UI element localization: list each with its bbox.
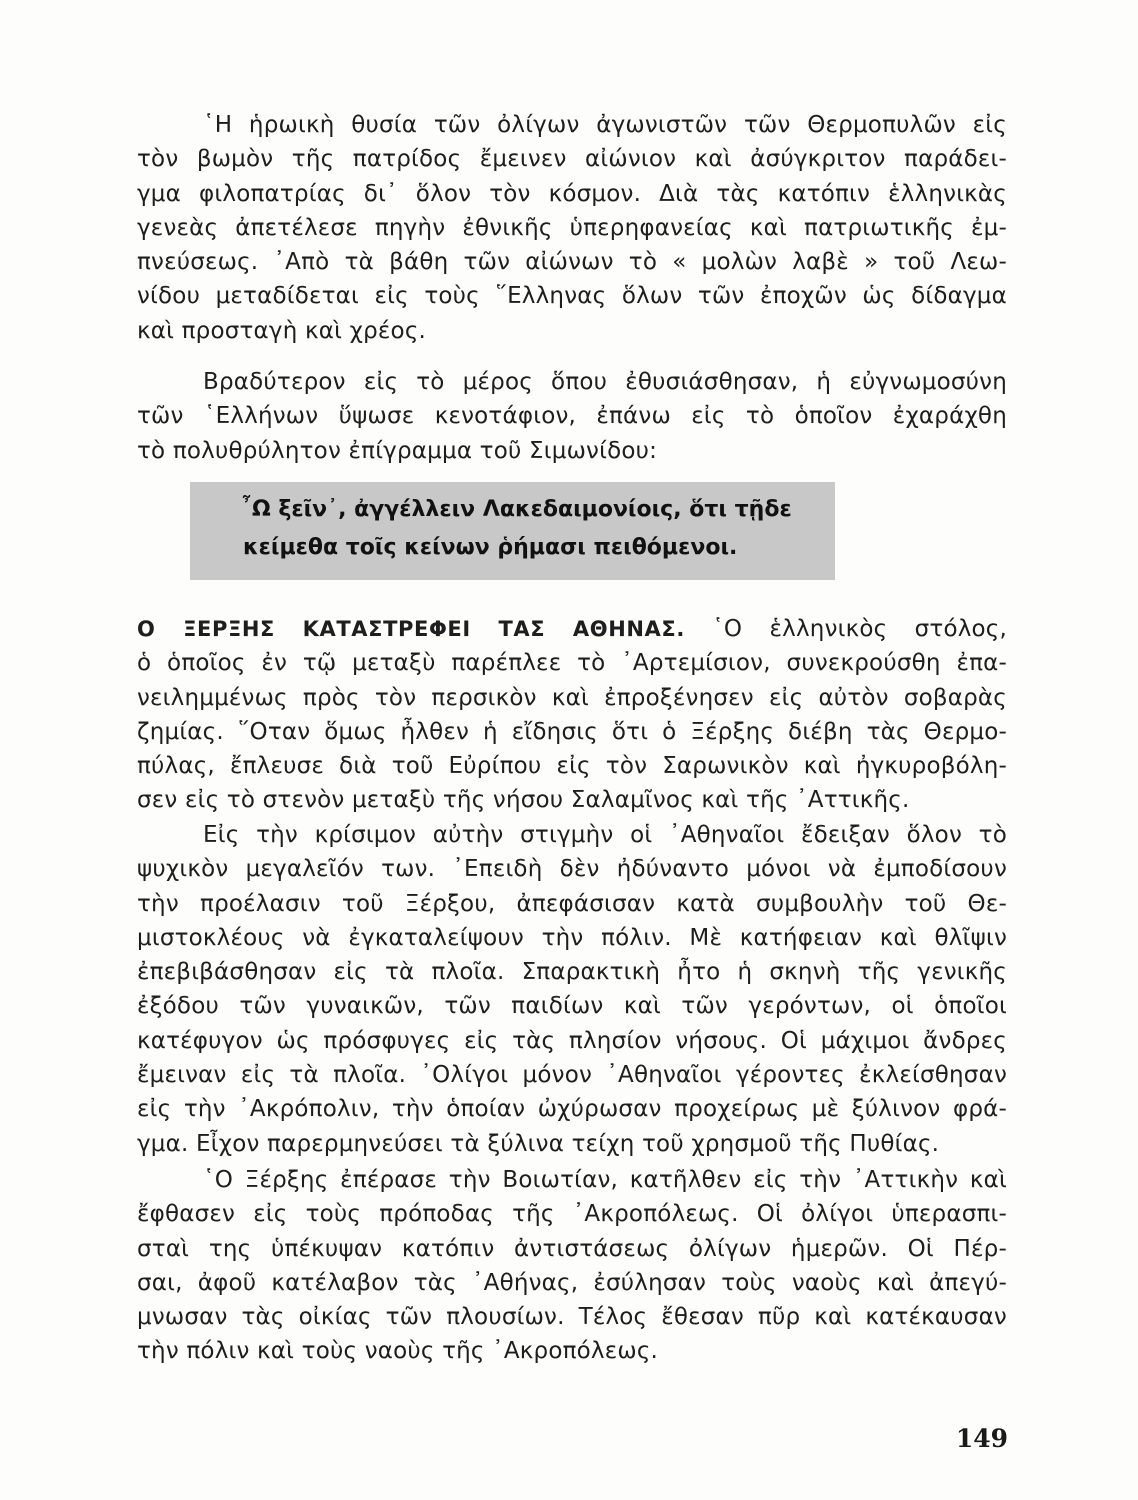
text-line: τὴν προέλασιν τοῦ Ξέρξου, ἀπεφάσισαν κατὰ συμβουλὴν τοῦ Θε-	[137, 890, 1007, 917]
text-line: ῾Η ἡρωικὴ θυσία τῶν ὀλίγων ἀγωνιστῶν τῶν Θερμοπυλῶν εἰς	[203, 112, 1007, 138]
text-line: ψυχικὸν μεγαλεῖόν των. ᾿Επειδὴ δὲν ἠδύναντο μόνοι νὰ ἐμποδίσουν	[137, 856, 1007, 883]
section-xerxes-destroys-athens	[137, 612, 1007, 818]
text-line: καὶ προσταγὴ καὶ χρέος.	[137, 317, 427, 344]
text-line: σταὶ της ὑπέκυψαν κατόπιν ἀντιστάσεως ὀλίγων ἡμερῶν. Οἱ Πέρ-	[137, 1235, 1007, 1262]
text-line: εἰς τὴν ᾿Ακρόπολιν, τὴν ὁποίαν ὠχύρωσαν προχείρως μὲ ξύλινον φρά-	[137, 1096, 1007, 1123]
paragraph-athenians-evacuate	[137, 818, 1007, 1161]
text-line: νειλημμένως πρὸς τὸν περσικὸν καὶ ἐπροξένησεν εἰς αὐτὸν σοβαρὰς	[137, 684, 1007, 711]
text-line: τὸν βωμὸν τῆς πατρίδος ἔμεινεν αἰώνιον καὶ ἀσύγκριτον παράδει-	[137, 146, 1007, 173]
epigram-line-2: κείμεθα τοῖς κείνων ῥήμασι πειθόμενοι.	[243, 535, 738, 560]
text-line: σαι, ἀφοῦ κατέλαβον τὰς ᾿Αθήνας, ἐσύλησαν τοὺς ναοὺς καὶ ἀπεγύ-	[137, 1269, 1007, 1296]
text-line: ἐπεβιβάσθησαν εἰς τὰ πλοῖα. Σπαρακτικὴ ἦτο ἡ σκηνὴ τῆς γενικῆς	[137, 959, 1007, 986]
section-first-line-text: ῾Ο ἑλληνικὸς στόλος,	[712, 616, 1008, 642]
text-line: πύλας, ἔπλευσε διὰ τοῦ Εὐρίπου εἰς τὸν Σαρωνικὸν καὶ ἠγκυροβόλη-	[137, 753, 1007, 780]
text-line: κατέφυγον ὡς πρόσφυγες εἰς τὰς πλησίον νήσους. Οἱ μάχιμοι ἄνδρες	[137, 1027, 1007, 1054]
text-line: ζημίας. ῞Οταν ὅμως ἦλθεν ἡ εἴδησις ὅτι ὁ Ξέρξης διέβη τὰς Θερμο-	[137, 718, 1007, 745]
text-line: μιστοκλέους νὰ ἐγκαταλείψουν τὴν πόλιν. Μὲ κατήφειαν καὶ θλῖψιν	[137, 924, 1007, 951]
text-line: γμα. Εἶχον παρερμηνεύσει τὰ ξύλινα τείχη τοῦ χρησμοῦ τῆς Πυθίας.	[137, 1130, 940, 1157]
text-line: γενεὰς ἀπετέλεσε πηγὴν ἐθνικῆς ὑπερηφανείας καὶ πατριωτικῆς ἐμ-	[137, 214, 1007, 241]
text-line: Εἰς τὴν κρίσιμον αὐτὴν στιγμὴν οἱ ᾿Αθηναῖοι ἔδειξαν ὅλον τὸ	[203, 822, 1007, 848]
text-line: μνωσαν τὰς οἰκίας τῶν πλουσίων. Τέλος ἔθεσαν πῦρ καὶ κατέκαυσαν	[137, 1304, 1007, 1331]
epigram-line-1: ῏Ω ξεῖν᾿, ἀγγέλλειν Λακεδαιμονίοις, ὅτι τῇδε	[241, 497, 792, 522]
section-first-line	[137, 612, 1007, 646]
text-line: πνεύσεως. ᾿Απὸ τὰ βάθη τῶν αἰώνων τὸ « μολὼν λαβὲ » τοῦ Λεω-	[137, 249, 1007, 276]
text-line: ῾Ο Ξέρξης ἐπέρασε τὴν Βοιωτίαν, κατῆλθεν εἰς τὴν ᾿Αττικὴν καὶ	[203, 1167, 1007, 1193]
simonides-epigram	[241, 491, 881, 567]
text-line: ὁ ὁποῖος ἐν τῷ μεταξὺ παρέπλεε τὸ ᾿Αρτεμίσιον, συνεκρούσθη ἐπα-	[137, 650, 1007, 677]
paragraph-cenotaph	[137, 365, 1007, 468]
page-number: 149	[955, 1424, 1008, 1453]
text-line: Βραδύτερον εἰς τὸ μέρος ὅπου ἐθυσιάσθησαν, ἡ εὐγνωμοσύνη	[203, 369, 1007, 395]
text-line: νίδου μεταδίδεται εἰς τοὺς ῞Ελληνας ὅλων τῶν ἐποχῶν ὡς δίδαγμα	[137, 283, 1007, 310]
text-line: τὸ πολυθρύλητον ἐπίγραμμα τοῦ Σιμωνίδου:	[137, 437, 658, 464]
text-line: τὴν πόλιν καὶ τοὺς ναοὺς τῆς ᾿Ακροπόλεως.	[137, 1338, 659, 1365]
text-line: ἔμειναν εἰς τὰ πλοῖα. ᾿Ολίγοι μόνον ᾿Αθηναῖοι γέροντες ἐκλείσθησαν	[137, 1062, 1007, 1089]
text-line: σεν εἰς τὸ στενὸν μεταξὺ τῆς νήσου Σαλαμῖνος καὶ τῆς ᾿Αττικῆς.	[137, 787, 910, 814]
text-line: ἐξόδου τῶν γυναικῶν, τῶν παιδίων καὶ τῶν γερόντων, οἱ ὁποῖοι	[137, 993, 1007, 1020]
text-line: ἔφθασεν εἰς τοὺς πρόποδας τῆς ᾿Ακροπόλεως. Οἱ ὀλίγοι ὑπερασπι-	[137, 1201, 1007, 1228]
paragraph-persians-burn-city	[137, 1163, 1007, 1369]
section-heading: Ο ΞΕΡΞΗΣ ΚΑΤΑΣΤΡΕΦΕΙ ΤΑΣ ΑΘΗΝΑΣ.	[137, 617, 685, 641]
text-line: γμα φιλοπατρίας δι᾿ ὅλον τὸν κόσμον. Διὰ τὰς κατόπιν ἑλληνικὰς	[137, 180, 1007, 207]
text-line: τῶν ῾Ελλήνων ὕψωσε κενοτάφιον, ἐπάνω εἰς τὸ ὁποῖον ἐχαράχθη	[137, 403, 1007, 430]
paragraph-heroic-sacrifice	[137, 108, 1007, 348]
